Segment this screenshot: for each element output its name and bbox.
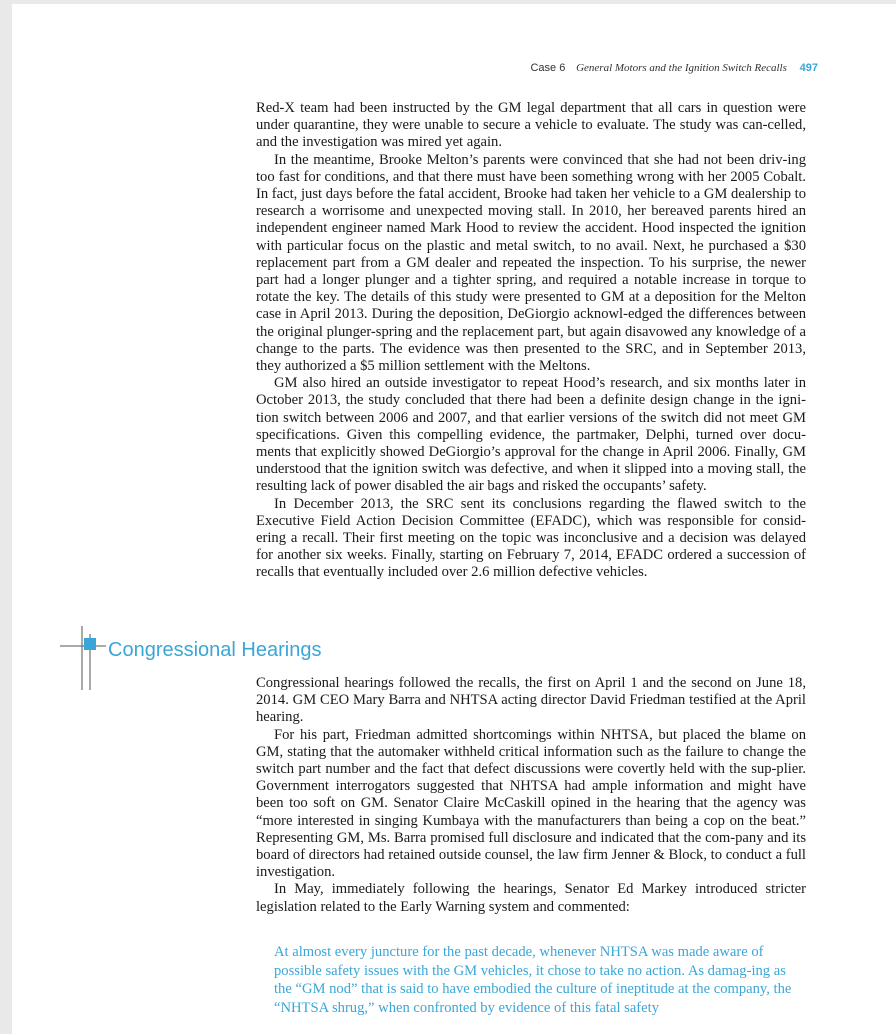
paragraph: Congressional hearings followed the recalls, the first on April 1 and the second on June 18, 2014. GM CEO Mary Barra and NHTSA acting director David Friedman testified at the April hearing. [256,675,806,726]
case-title: General Motors and the Ignition Switch Recalls [576,62,787,74]
section-marker-icon [60,626,106,690]
body-text-bottom [256,675,806,916]
paragraph: In the meantime, Brooke Melton’s parents were convinced that she had not been driv-ing too fast for conditions, and that there must have been something wrong with her 2005 Cobalt. In fact, just days before the fatal accident, Brooke had taken her vehicle to a GM dealership to research a worrisome and unexpected moving stall. In 2010, her bereaved parents hired an independent engineer named Mark Hood to review the accident. Hood inspected the ignition with particular focus on the plastic and metal switch, to no avail. Next, he purchased a $30 replacement part from a GM dealer and repeated the inspection. To his surprise, the newer part had a longer plunger and a tighter spring, and required a notable increase in torque to rotate the key. The details of this study were presented to GM at a deposition for the Melton case in April 2013. During the deposition, DeGiorgio acknowl-edged the differences between the original plunger-spring and the replacement part, but again disavowed any knowledge of a change to the parts. The evidence was then presented to the SRC, and in September 2013, they authorized a $5 million settlement with the Meltons. [256,151,806,375]
case-label: Case 6 [530,62,566,74]
paragraph: In May, immediately following the hearings, Senator Ed Markey introduced stricter legislation related to the Early Warning system and commented: [256,881,806,915]
paragraph: Red-X team had been instructed by the GM legal department that all cars in question were under quarantine, they were unable to secure a vehicle to evaluate. The study was can-celled, and the investigation was mired yet again. [256,100,806,151]
body-text-top [256,100,806,582]
running-header [530,62,818,74]
paragraph: GM also hired an outside investigator to repeat Hood’s research, and six months later in October 2013, the study concluded that there had been a definite design change in the igni-tion switch between 2006 and 2007, and that earlier versions of the switch did not meet GM specifications. Given this compelling evidence, the partmaker, Delphi, turned over docu-ments that explicitly showed DeGiorgio’s approval for the change in April 2006. Finally, GM understood that the ignition switch was defective, and when it slipped into a moving stall, the resulting lack of power disabled the air bags and risked the occupants’ safety. [256,375,806,495]
page-number: 497 [799,62,818,74]
paragraph: For his part, Friedman admitted shortcomings within NHTSA, but placed the blame on GM, stating that the automaker withheld critical information such as the failure to change the switch part number and the fact that defect discussions were covertly held with the sup-plier. Government interrogators suggested that NHTSA had ample information and might have been too soft on GM. Senator Claire McCaskill opined in the hearing that the agency was “more interested in singing Kumbaya with the manufacturers than being a cop on the beat.” Representing GM, Ms. Barra promised full disclosure and indicated that the com-pany and its board of directors had retained outside counsel, the law firm Jenner & Block, to conduct a full investigation. [256,726,806,881]
paragraph: In December 2013, the SRC sent its conclusions regarding the flawed switch to the Executive Field Action Decision Committee (EFADC), which was responsible for consid-ering a recall. Their first meeting on the topic was inconclusive and a decision was delayed for another six weeks. Finally, starting on February 7, 2014, EFADC ordered a succession of recalls that eventually included over 2.6 million defective vehicles. [256,495,806,581]
block-quote: At almost every juncture for the past decade, whenever NHTSA was made aware of possible safety issues with the GM vehicles, it chose to take no action. As damag-ing as the “GM nod” that is said to have embodied the culture of ineptitude at the company, the “NHTSA shrug,” when confronted by evidence of this fatal safety [274,944,792,1016]
section-heading: Congressional Hearings [108,639,322,661]
